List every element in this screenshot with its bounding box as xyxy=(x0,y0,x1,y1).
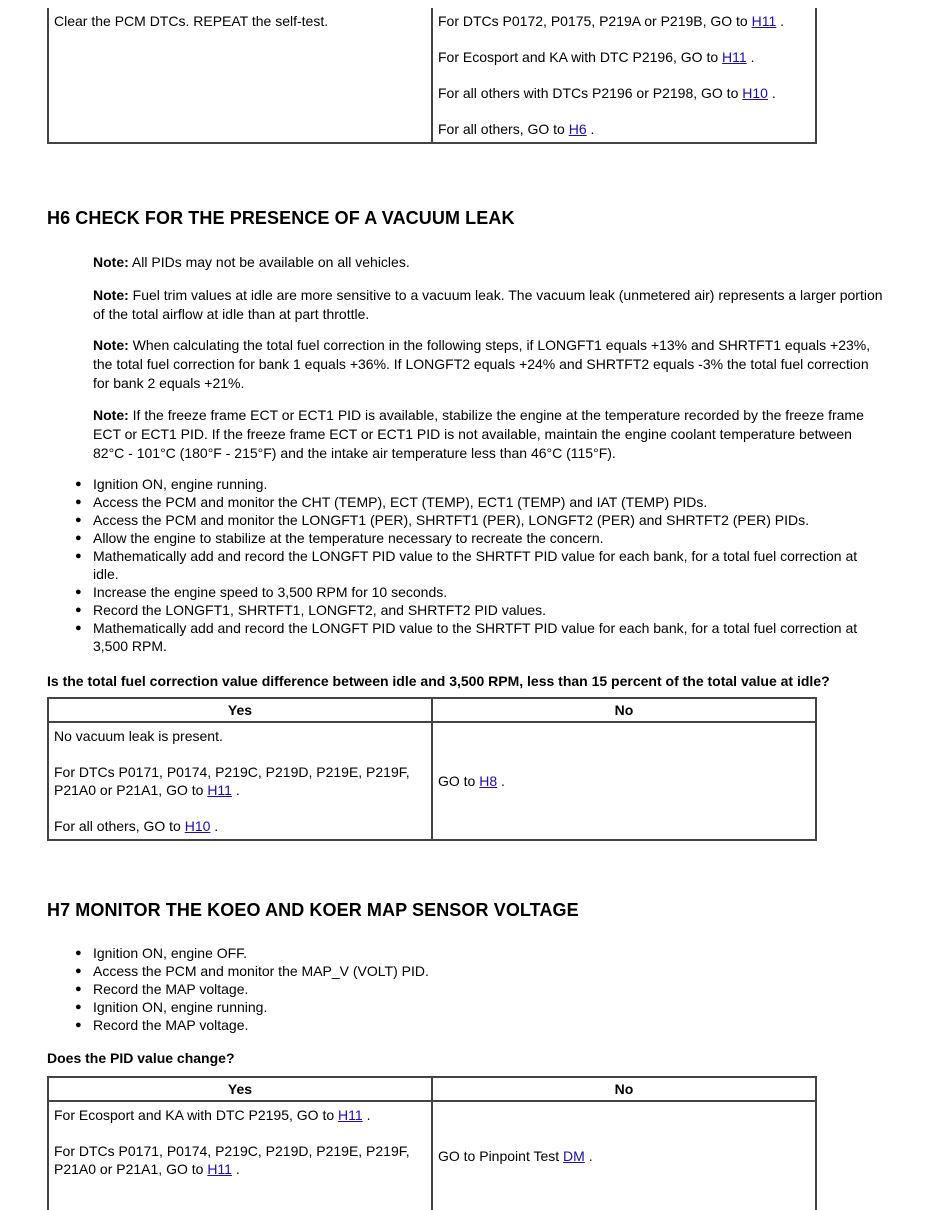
h6-question: Is the total fuel correction value difference between idle and 3,500 RPM, less than 15 percent of the total value at idle? xyxy=(47,673,830,689)
list-item: ● Increase the engine speed to 3,500 RPM for 10 seconds. xyxy=(75,583,865,601)
link-h11[interactable]: H11 xyxy=(722,49,747,65)
h7-yes-line-2: For DTCs P0171, P0174, P219C, P219D, P219E, P219F, P21A0 or P21A1, GO to H11 . xyxy=(54,1143,410,1177)
link-h11[interactable]: H11 xyxy=(207,1161,232,1177)
h6-heading: H6 CHECK FOR THE PRESENCE OF A VACUUM LEAK xyxy=(47,208,515,228)
link-h11[interactable]: H11 xyxy=(751,13,777,29)
h6-no-cell: GO to H8 . xyxy=(432,722,816,840)
top-table-line: For DTCs P0172, P0175, P219A or P219B, GO to H11 . xyxy=(438,13,785,29)
list-item: ● Record the MAP voltage. xyxy=(75,1016,865,1034)
link-h6[interactable]: H6 xyxy=(568,121,587,137)
list-item: ● Access the PCM and monitor the CHT (TEMP), ECT (TEMP), ECT1 (TEMP) and IAT (TEMP) PIDs. xyxy=(75,493,865,511)
link-h11[interactable]: H11 xyxy=(207,782,232,798)
h6-yes-line-2: For DTCs P0171, P0174, P219C, P219D, P219E, P219F, P21A0 or P21A1, GO to H11 . xyxy=(54,764,410,798)
link-h10[interactable]: H10 xyxy=(742,85,768,101)
link-h10[interactable]: H10 xyxy=(184,818,211,834)
h7-question: Does the PID value change? xyxy=(47,1050,235,1066)
link-h8[interactable]: H8 xyxy=(479,773,498,789)
list-item: ● Ignition ON, engine OFF. xyxy=(75,944,865,962)
h7-step-list xyxy=(75,944,865,1034)
list-item: ● Mathematically add and record the LONGFT PID value to the SHRTFT PID value for each bank, for a total fuel correction at idle. xyxy=(75,547,865,583)
link-dm[interactable]: DM xyxy=(563,1148,585,1164)
top-table-line: For all others, GO to H6 . xyxy=(438,121,595,137)
list-item: ● Ignition ON, engine running. xyxy=(75,475,865,493)
h7-no-cell: GO to Pinpoint Test DM . xyxy=(432,1101,816,1210)
h6-note-1: Note: All PIDs may not be available on all vehicles. xyxy=(93,254,410,270)
list-item: ● Allow the engine to stabilize at the temperature necessary to recreate the concern. xyxy=(75,529,865,547)
h7-yes-cell xyxy=(48,1101,432,1210)
top-result-table xyxy=(47,8,817,144)
h7-heading: H7 MONITOR THE KOEO AND KOER MAP SENSOR VOLTAGE xyxy=(47,900,579,920)
yes-header: Yes xyxy=(48,698,432,722)
h7-result-table xyxy=(47,1076,817,1210)
h6-step-list xyxy=(75,475,865,655)
list-item: ● Record the LONGFT1, SHRTFT1, LONGFT2, and SHRTFT2 PID values. xyxy=(75,601,865,619)
no-header: No xyxy=(432,698,816,722)
link-h11[interactable]: H11 xyxy=(338,1107,363,1123)
list-item: ● Ignition ON, engine running. xyxy=(75,998,865,1016)
list-item: ● Mathematically add and record the LONGFT PID value to the SHRTFT PID value for each bank, for a total fuel correction at 3,500 RPM. xyxy=(75,619,865,655)
no-header: No xyxy=(432,1077,816,1101)
h6-yes-line-3: For all others, GO to H10 . xyxy=(54,818,219,834)
h6-note-4: Note: If the freeze frame ECT or ECT1 PID is available, stabilize the engine at the temperature recorded by the freeze frame ECT or ECT1 PID. If the freeze frame ECT or ECT1 PID is not available, maintain the engine coolant temperature between 82°C - 101°C (180°F - 215°F) and the intake air temperature less than 46°C (115°F). xyxy=(93,407,864,461)
list-item: ● Access the PCM and monitor the MAP_V (VOLT) PID. xyxy=(75,962,865,980)
h6-result-table xyxy=(47,697,817,841)
top-table-left-text: Clear the PCM DTCs. REPEAT the self-test. xyxy=(54,13,329,29)
list-item: ● Access the PCM and monitor the LONGFT1 (PER), SHRTFT1 (PER), LONGFT2 (PER) and SHRTFT2 (PER) PIDs. xyxy=(75,511,865,529)
top-table-left-cell xyxy=(48,8,432,143)
list-item: ● Record the MAP voltage. xyxy=(75,980,865,998)
top-table-line: For Ecosport and KA with DTC P2196, GO to H11 . xyxy=(438,49,755,65)
h6-yes-cell: No vacuum leak is present. For DTCs P0171, P0174, P219C, P219D, P219E, P219F, P21A0 or P21A1, GO to H11 . For all others, GO to H10 . xyxy=(48,722,432,840)
yes-header: Yes xyxy=(48,1077,432,1101)
top-table-right-cell xyxy=(432,8,816,143)
h7-yes-line-1: For Ecosport and KA with DTC P2195, GO to H11 . xyxy=(54,1107,371,1123)
top-table-line: For all others with DTCs P2196 or P2198, GO to H10 . xyxy=(438,85,776,101)
h6-note-2: Note: Fuel trim values at idle are more sensitive to a vacuum leak. The vacuum leak (unmetered air) represents a larger portion of the total airflow at idle than at part throttle. xyxy=(93,287,883,322)
h6-note-3: Note: When calculating the total fuel correction in the following steps, if LONGFT1 equals +13% and SHRTFT1 equals +23%, the total fuel correction for bank 1 equals +36%. If LONGFT2 equals +24% and SHRTFT2 equals -3% the total fuel correction for bank 2 equals +21%. xyxy=(93,337,871,391)
